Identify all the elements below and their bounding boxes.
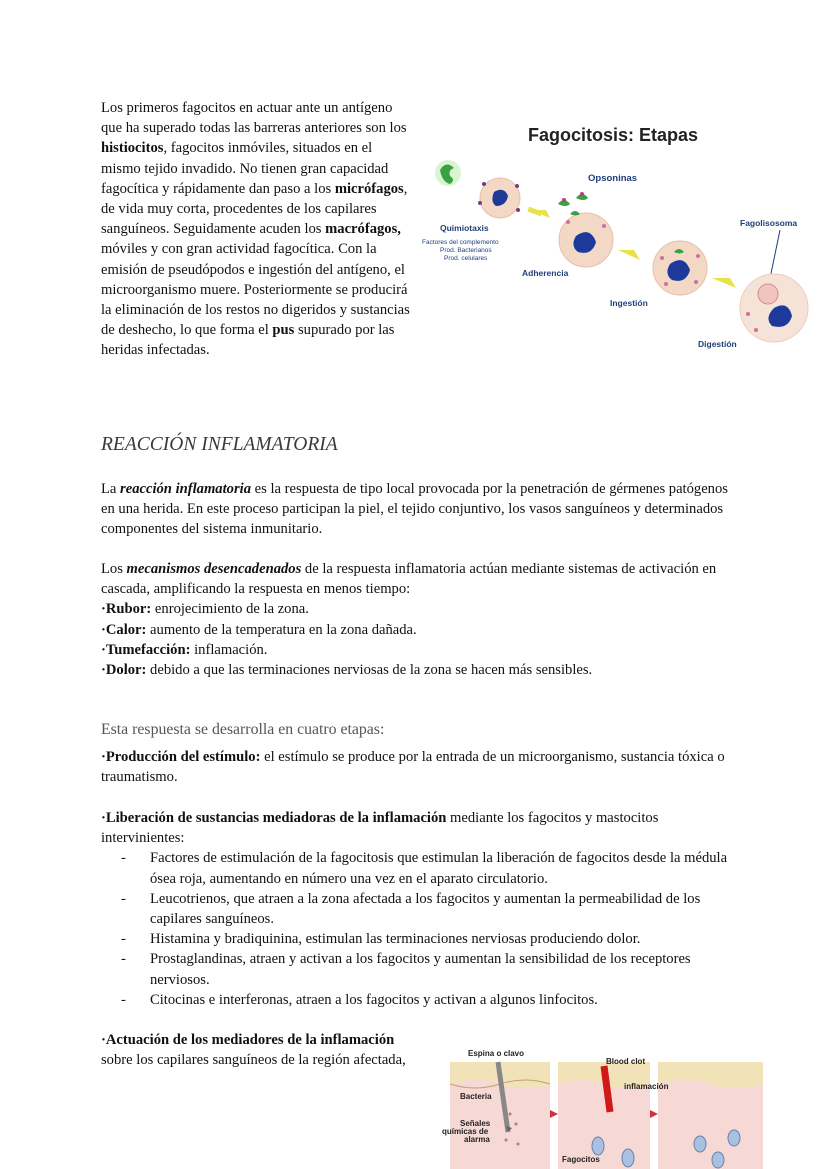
stage-1-text: el estímulo se produce por la entrada de un microorganismo, sustancia tóxica o traumatismo. — [101, 749, 725, 786]
figure-title: Fagocitosis: Etapas — [528, 125, 699, 145]
label-espina: Espina o clavo — [468, 1049, 525, 1058]
mechanisms-block — [101, 559, 741, 680]
sign-label-dolor: ·Dolor: — [101, 662, 147, 679]
term-microfagos: micrófagos — [334, 180, 404, 197]
stage-1 — [101, 747, 731, 787]
arrow-icon — [650, 1110, 658, 1118]
sign-label-rubor: ·Rubor: — [101, 601, 152, 618]
label-bacteria: Bacteria — [460, 1092, 492, 1101]
stage-2 — [101, 808, 741, 1010]
phagocyte-cell-3 — [653, 241, 707, 295]
term-histiocitos: histiocitos — [101, 140, 164, 157]
stage-3 — [101, 1030, 431, 1070]
label-prod-celulares: Prod. celulares — [444, 255, 488, 262]
stage-2-label: ·Liberación de sustancias mediadoras de la inflamación — [101, 810, 447, 826]
phagocyte-cell-4 — [740, 274, 808, 342]
sign-text: enrojecimiento de la zona. — [151, 601, 309, 618]
mechanisms-text-2: de la respuesta inflamatoria actúan mediante sistemas de activación en cascada, amplificando la respuesta en menos tiempo: — [101, 561, 717, 598]
sign-item — [101, 599, 741, 619]
label-factores: Factores del complemento — [422, 239, 499, 246]
intro-text-5: supurado por las heridas infectadas. — [101, 322, 395, 359]
panel-2 — [558, 1062, 650, 1169]
inflammation-figure — [438, 1044, 763, 1169]
label-quimicas: químicas de — [442, 1127, 489, 1136]
list-item: - Histamina y bradiquinina, estimulan las terminaciones nerviosas produciendo dolor. — [121, 929, 741, 949]
label-fagocitos: Fagocitos — [562, 1155, 600, 1164]
label-fagolisosoma: Fagolisosoma — [740, 218, 798, 228]
section-heading: REACCIÓN INFLAMATORIA — [101, 434, 338, 455]
sign-label-calor: ·Calor: — [101, 621, 147, 638]
list-item: - Citocinas e interferonas, atraen a los fagocitos y activan a algunos linfocitos. — [121, 990, 741, 1010]
list-item: - Leucotrienos, que atraen a la zona afectada a los fagocitos y aumentan la permeabilidad de los capilares sanguíneos. — [121, 889, 741, 929]
panel-1 — [450, 1062, 550, 1169]
label-quimiotaxis: Quimiotaxis — [440, 223, 489, 233]
label-alarma: alarma — [464, 1135, 490, 1144]
term-macrofagos: macrófagos, — [325, 221, 401, 238]
term-reaccion-inflamatoria: reacción inflamatoria — [120, 481, 251, 497]
label-opsoninas: Opsoninas — [588, 173, 638, 184]
phagocytosis-stages-figure — [418, 118, 822, 358]
term-mecanismos: mecanismos desencadenados — [126, 561, 302, 577]
sign-text: inflamación. — [190, 641, 268, 658]
label-ingestion: Ingestión — [610, 298, 648, 308]
intro-text-3: , de vida muy corta, procedentes de los capilares sanguíneos. Seguidamente acuden los — [101, 180, 408, 238]
intro-text-4: móviles y con gran actividad fagocítica. Con la emisión de pseudópodos e ingestión del antígeno, el microorganismo muere. Posteriormente se producirá la eliminación de los restos no digeridos y sustancias de deshecho, lo que forma el — [101, 241, 410, 339]
arrow-icon — [712, 278, 736, 288]
stages-intro: Esta respuesta se desarrolla en cuatro etapas: — [101, 721, 385, 738]
intro-text-1: Los primeros fagocitos en actuar ante un antígeno que ha superado todas las barreras anteriores son los — [101, 100, 407, 137]
sign-item — [101, 660, 741, 680]
label-inflamacion: inflamación — [624, 1082, 669, 1091]
sign-label-tumefaccion: ·Tumefacción: — [101, 641, 191, 658]
intro-text-2: , fagocitos inmóviles, situados en el mismo tejido invadido. No tienen gran capacidad fagocítica y rápidamente dan paso a los — [101, 140, 389, 197]
definition-text-1: La — [101, 481, 121, 497]
label-adherencia: Adherencia — [522, 268, 569, 278]
term-pus: pus — [272, 322, 295, 339]
definition-paragraph — [101, 479, 736, 540]
definition-text-2: es la respuesta de tipo local provocada por la penetración de gérmenes patógenos en una herida. En este proceso participan la piel, el tejido conjuntivo, los vasos sanguíneos y determinados componentes del sistema inmunitario. — [101, 481, 728, 538]
sign-item — [101, 640, 741, 660]
label-senales: Señales — [460, 1119, 491, 1128]
label-prod-bacterianos: Prod. Bacterianos — [440, 247, 492, 254]
list-item: - Factores de estimulación de la fagocitosis que estimulan la liberación de fagocitos desde la médula ósea roja, aumentando en número una vez en el aparato circulatorio. — [121, 848, 741, 888]
sign-text: aumento de la temperatura en la zona dañada. — [146, 621, 417, 638]
label-digestion: Digestión — [698, 339, 737, 349]
stage-3-label: ·Actuación de los mediadores de la inflamación — [101, 1032, 395, 1048]
list-item: - Prostaglandinas, atraen y activan a los fagocitos y aumentan la sensibilidad de los receptores nerviosos. — [121, 949, 741, 989]
stage-2-text: mediante los fagocitos y mastocitos intervinientes: — [101, 810, 659, 847]
stage-3-text: sobre los capilares sanguíneos de la región afectada, — [101, 1052, 406, 1069]
sign-text: debido a que las terminaciones nerviosas de la zona se hacen más sensibles. — [146, 662, 593, 679]
opsonin-bacteria — [558, 192, 588, 206]
mediators-list — [101, 848, 741, 1010]
mechanisms-text-1: Los — [101, 561, 127, 577]
bacterium-icon — [435, 160, 461, 186]
label-blood-clot: Blood clot — [606, 1057, 646, 1066]
sign-item — [101, 620, 741, 640]
phagocyte-cell-1 — [478, 178, 520, 218]
arrow-icon — [550, 1110, 558, 1118]
phagocyte-cell-2 — [559, 211, 613, 267]
stage-1-label: ·Producción del estímulo: — [101, 749, 261, 765]
panel-3 — [658, 1062, 763, 1169]
intro-paragraph — [101, 98, 413, 361]
arrow-icon — [618, 250, 640, 260]
